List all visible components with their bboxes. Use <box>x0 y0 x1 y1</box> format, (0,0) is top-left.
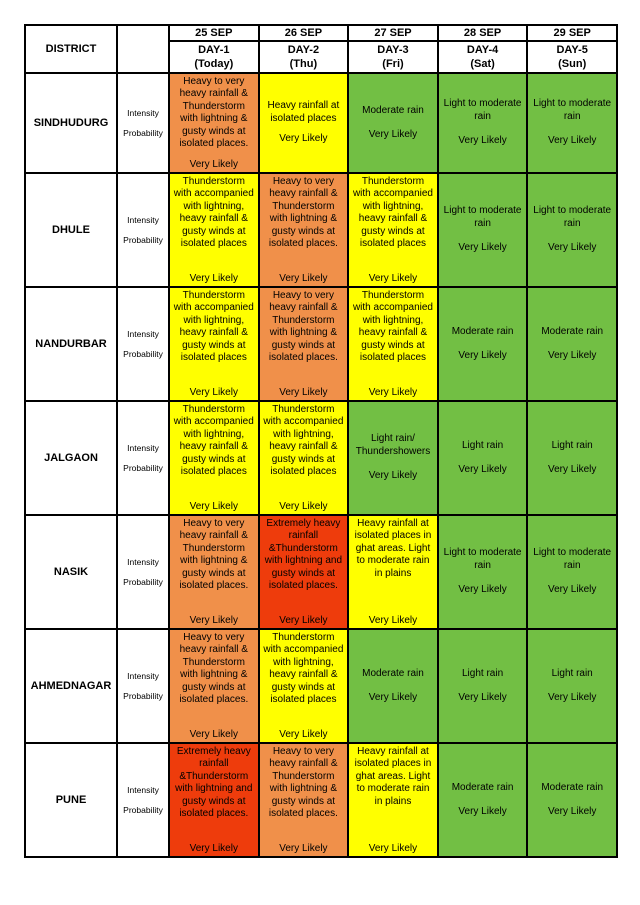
forecast-cell <box>349 402 437 514</box>
probability-label: Probability <box>123 128 163 138</box>
probability-text: Very Likely <box>279 133 328 145</box>
forecast-cell <box>528 744 616 856</box>
intensity-text: Light to moderate rain <box>533 547 612 571</box>
intensity-label: Intensity <box>127 443 159 453</box>
forecast-cell-content <box>528 288 616 400</box>
probability-text: Very Likely <box>458 350 507 361</box>
intensity-text: Extremely heavy rainfall &Thunderstorm with lightning and gusty winds at isolated places. <box>175 746 253 820</box>
intensity-label: Intensity <box>127 557 159 567</box>
district-name: NASIK <box>26 516 116 628</box>
intensity-text: Heavy to very heavy rainfall & Thunderstorm with lightning & gusty winds at isolated places. <box>268 176 338 250</box>
intensity-text: Heavy to very heavy rainfall & Thunderstorm with lightning & gusty winds at isolated places. <box>179 518 249 592</box>
forecast-cell <box>170 402 258 514</box>
day-header <box>528 42 616 72</box>
forecast-cell-content <box>349 174 437 286</box>
probability-text: Very Likely <box>548 584 597 596</box>
probability-text: Very Likely <box>279 272 328 284</box>
day-label: DAY-4 <box>466 44 499 56</box>
probability-text: Very Likely <box>368 614 418 626</box>
intensity-text: Heavy rainfall at isolated places in ghat areas. Light to moderate rain in plains <box>354 518 432 579</box>
district-row <box>26 630 616 742</box>
day-header <box>170 42 258 72</box>
probability-text: Very Likely <box>458 806 507 817</box>
forecast-cell <box>170 174 258 286</box>
date-header: 29 SEP <box>528 26 616 40</box>
row-labels <box>118 744 168 856</box>
forecast-cell <box>260 402 348 514</box>
day-sub-label: (Today) <box>194 58 234 70</box>
probability-text: Very Likely <box>458 464 507 475</box>
forecast-cell <box>170 516 258 628</box>
probability-label: Probability <box>123 691 163 701</box>
forecast-cell <box>170 744 258 856</box>
probability-text: Very Likely <box>189 614 238 626</box>
forecast-cell <box>260 744 348 856</box>
forecast-cell-content <box>349 402 437 514</box>
forecast-cell-content <box>170 516 258 628</box>
intensity-text: Heavy to very heavy rainfall & Thunderstorm with lightning & gusty winds at isolated places. <box>268 746 338 820</box>
forecast-cell-content <box>528 630 616 742</box>
probability-text: Very Likely <box>548 464 597 475</box>
forecast-cell <box>349 174 437 286</box>
district-row <box>26 74 616 172</box>
intensity-text: Moderate rain <box>362 667 424 679</box>
forecast-cell <box>349 630 437 742</box>
forecast-cell <box>260 74 348 172</box>
intensity-text: Light to moderate rain <box>533 205 612 229</box>
date-header: 28 SEP <box>439 26 527 40</box>
forecast-cell-content <box>170 288 258 400</box>
day-header <box>439 42 527 72</box>
probability-text: Very Likely <box>189 272 238 284</box>
forecast-cell-content <box>260 516 348 628</box>
forecast-cell-content <box>170 174 258 286</box>
day-sub-label: (Fri) <box>382 58 404 70</box>
forecast-cell-content <box>349 74 437 172</box>
intensity-text: Thunderstorm with accompanied with lightning, heavy rainfall & gusty winds at isolated places <box>173 404 254 478</box>
day-label: DAY-3 <box>377 44 409 56</box>
day-sub-label: (Sat) <box>470 58 495 70</box>
forecast-cell <box>170 630 258 742</box>
forecast-cell <box>170 74 258 172</box>
district-name: AHMEDNAGAR <box>26 630 116 742</box>
probability-text: Very Likely <box>548 692 597 703</box>
forecast-cell <box>528 288 616 400</box>
day-header <box>349 42 437 72</box>
forecast-cell <box>439 744 527 856</box>
row-labels <box>118 630 168 742</box>
intensity-text: Heavy rainfall at isolated places <box>267 100 340 124</box>
district-column-header: DISTRICT <box>26 26 116 72</box>
district-row <box>26 516 616 628</box>
district-row <box>26 402 616 514</box>
forecast-cell-content <box>349 744 437 856</box>
probability-text: Very Likely <box>458 692 507 703</box>
forecast-cell-content <box>528 74 616 172</box>
forecast-cell-content <box>170 74 258 172</box>
forecast-cell <box>260 516 348 628</box>
probability-text: Very Likely <box>279 842 328 854</box>
row-labels <box>118 174 168 286</box>
forecast-cell-content <box>170 402 258 514</box>
probability-text: Very Likely <box>368 386 418 398</box>
probability-text: Very Likely <box>279 728 328 740</box>
probability-text: Very Likely <box>548 135 597 147</box>
probability-text: Very Likely <box>189 500 238 512</box>
forecast-cell <box>349 516 437 628</box>
forecast-cell-content <box>260 744 348 856</box>
district-forecast-table <box>24 24 618 858</box>
day-sub-label: (Thu) <box>289 58 318 70</box>
probability-text: Very Likely <box>458 135 507 147</box>
label-column-header <box>118 26 168 72</box>
forecast-cell <box>439 288 527 400</box>
district-name: PUNE <box>26 744 116 856</box>
forecast-cell-content <box>439 516 527 628</box>
forecast-cell-content <box>528 744 616 856</box>
forecast-cell <box>528 402 616 514</box>
intensity-text: Light rain/ Thundershowers <box>355 433 431 457</box>
forecast-cell-content <box>528 402 616 514</box>
intensity-text: Extremely heavy rainfall &Thunderstorm with lightning and gusty winds at isolated places. <box>264 518 343 592</box>
forecast-cell-content <box>528 516 616 628</box>
probability-text: Very Likely <box>368 842 418 854</box>
probability-text: Very Likely <box>189 386 238 398</box>
row-labels <box>118 402 168 514</box>
district-row <box>26 174 616 286</box>
forecast-cell-content <box>439 744 527 856</box>
forecast-cell <box>439 402 527 514</box>
probability-text: Very Likely <box>548 242 597 254</box>
date-header: 25 SEP <box>170 26 258 40</box>
forecast-cell-content <box>260 288 348 400</box>
day-label: DAY-1 <box>198 44 230 56</box>
intensity-text: Moderate rain <box>451 325 514 337</box>
forecast-body <box>26 74 616 856</box>
district-row <box>26 288 616 400</box>
probability-text: Very Likely <box>189 842 238 854</box>
row-labels <box>118 288 168 400</box>
forecast-cell-content <box>349 516 437 628</box>
intensity-label: Intensity <box>127 329 159 339</box>
forecast-cell-content <box>260 630 348 742</box>
forecast-cell-content <box>170 630 258 742</box>
forecast-cell <box>439 630 527 742</box>
intensity-text: Heavy to very heavy rainfall & Thunderstorm with lightning & gusty winds at isolated places. <box>179 632 249 706</box>
intensity-text: Thunderstorm with accompanied with lightning, heavy rainfall & gusty winds at isolated places <box>263 632 344 706</box>
probability-text: Very Likely <box>189 158 238 170</box>
day-label: DAY-5 <box>556 44 588 56</box>
day-label: DAY-2 <box>287 44 320 56</box>
forecast-cell <box>439 174 527 286</box>
forecast-cell <box>528 516 616 628</box>
intensity-text: Heavy rainfall at isolated places in ghat areas. Light to moderate rain in plains <box>354 746 432 807</box>
intensity-text: Moderate rain <box>541 325 604 337</box>
probability-text: Very Likely <box>548 806 597 817</box>
district-name: JALGAON <box>26 402 116 514</box>
district-name: SINDHUDURG <box>26 74 116 172</box>
forecast-cell-content <box>439 630 527 742</box>
intensity-label: Intensity <box>127 671 159 681</box>
intensity-text: Light to moderate rain <box>443 205 522 229</box>
forecast-cell <box>260 174 348 286</box>
probability-text: Very Likely <box>368 129 418 140</box>
intensity-text: Moderate rain <box>362 104 424 116</box>
intensity-text: Light rain <box>462 667 504 679</box>
probability-label: Probability <box>123 349 163 359</box>
intensity-text: Thunderstorm with accompanied with lightning, heavy rainfall & gusty winds at isolated places <box>263 404 344 478</box>
forecast-cell <box>349 74 437 172</box>
intensity-text: Thunderstorm with accompanied with lightning, heavy rainfall & gusty winds at isolated places <box>352 176 433 250</box>
probability-label: Probability <box>123 463 163 473</box>
date-header: 27 SEP <box>349 26 437 40</box>
probability-text: Very Likely <box>458 584 507 596</box>
probability-text: Very Likely <box>279 386 328 398</box>
day-sub-label: (Sun) <box>558 58 587 70</box>
probability-label: Probability <box>123 235 163 245</box>
date-header: 26 SEP <box>260 26 348 40</box>
forecast-cell <box>260 288 348 400</box>
intensity-text: Thunderstorm with accompanied with lightning, heavy rainfall & gusty winds at isolated places <box>173 176 254 250</box>
forecast-cell <box>528 174 616 286</box>
intensity-text: Moderate rain <box>451 781 514 793</box>
intensity-label: Intensity <box>127 215 159 225</box>
forecast-cell-content <box>349 630 437 742</box>
district-name: NANDURBAR <box>26 288 116 400</box>
intensity-label: Intensity <box>127 108 159 118</box>
forecast-cell-content <box>260 74 348 172</box>
probability-text: Very Likely <box>548 350 597 361</box>
intensity-text: Thunderstorm with accompanied with lightning, heavy rainfall & gusty winds at isolated places <box>352 290 433 364</box>
forecast-cell-content <box>349 288 437 400</box>
intensity-text: Light rain <box>551 667 593 679</box>
forecast-cell-content <box>170 744 258 856</box>
date-header-row <box>26 26 616 40</box>
district-name: DHULE <box>26 174 116 286</box>
intensity-text: Light to moderate rain <box>443 547 522 571</box>
forecast-cell <box>528 74 616 172</box>
day-header <box>260 42 348 72</box>
probability-text: Very Likely <box>368 272 418 284</box>
forecast-cell <box>528 630 616 742</box>
intensity-text: Heavy to very heavy rainfall & Thunderstorm with lightning & gusty winds at isolated places. <box>268 290 338 364</box>
forecast-cell <box>170 288 258 400</box>
intensity-text: Light to moderate rain <box>533 98 612 122</box>
forecast-cell-content <box>260 174 348 286</box>
intensity-text: Thunderstorm with accompanied with lightning, heavy rainfall & gusty winds at isolated places <box>173 290 254 364</box>
forecast-cell-content <box>439 402 527 514</box>
forecast-cell <box>439 74 527 172</box>
probability-text: Very Likely <box>458 242 507 254</box>
forecast-cell-content <box>528 174 616 286</box>
forecast-cell-content <box>439 174 527 286</box>
probability-text: Very Likely <box>368 692 418 703</box>
forecast-cell-content <box>439 288 527 400</box>
intensity-text: Light to moderate rain <box>443 98 522 122</box>
row-labels <box>118 74 168 172</box>
row-labels <box>118 516 168 628</box>
intensity-text: Moderate rain <box>541 781 604 793</box>
intensity-text: Light rain <box>551 439 593 451</box>
intensity-text: Heavy to very heavy rainfall & Thunderstorm with lightning & gusty winds at isolated places. <box>179 76 249 150</box>
forecast-cell <box>260 630 348 742</box>
forecast-cell-content <box>260 402 348 514</box>
probability-label: Probability <box>123 805 163 815</box>
probability-text: Very Likely <box>368 470 418 482</box>
probability-text: Very Likely <box>279 500 328 512</box>
forecast-cell <box>349 744 437 856</box>
forecast-cell <box>439 516 527 628</box>
intensity-label: Intensity <box>127 785 159 795</box>
probability-text: Very Likely <box>279 614 328 626</box>
probability-label: Probability <box>123 577 163 587</box>
forecast-cell-content <box>439 74 527 172</box>
intensity-text: Light rain <box>462 439 504 451</box>
district-row <box>26 744 616 856</box>
probability-text: Very Likely <box>189 728 238 740</box>
forecast-cell <box>349 288 437 400</box>
